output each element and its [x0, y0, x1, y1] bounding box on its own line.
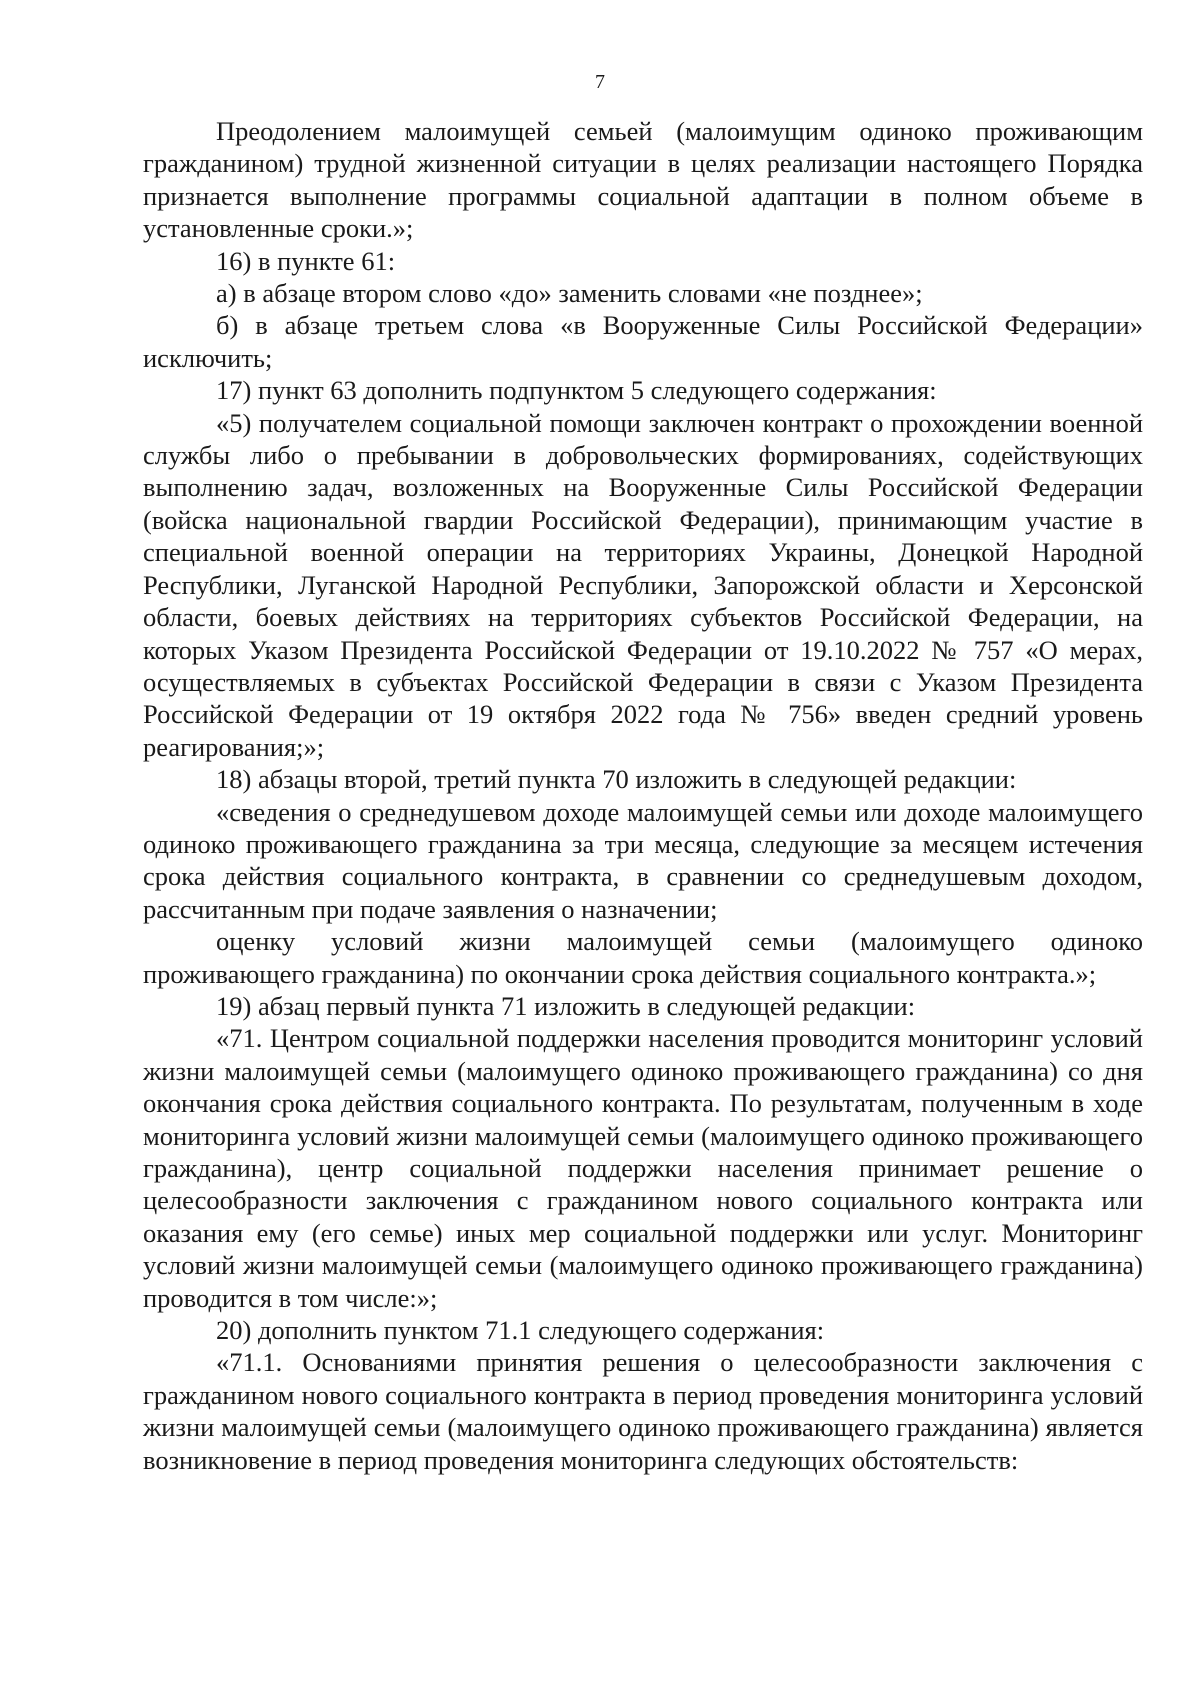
- paragraph-item-18: 18) абзацы второй, третий пункта 70 изложить в следующей редакции:: [216, 764, 1017, 795]
- page-number: 7: [595, 71, 605, 93]
- paragraph-item-16b: б) в абзаце третьем слова «в Вооруженные Силы Российской Федерации» исключить;: [143, 310, 1143, 373]
- paragraph-living-conditions: оценку условий жизни малоимущей семьи (малоимущего одиноко проживающего гражданина) по окончании срока действия социального контракта.»;: [143, 926, 1143, 989]
- paragraph-item-16a: а) в абзаце втором слово «до» заменить словами «не позднее»;: [216, 278, 923, 309]
- document-body: [143, 115, 1143, 1476]
- paragraph-item-17: 17) пункт 63 дополнить подпунктом 5 следующего содержания:: [216, 375, 937, 406]
- paragraph-overcoming-hardship: Преодолением малоимущей семьей (малоимущим одиноко проживающим гражданином) трудной жизненной ситуации в целях реализации настоящего Порядка признается выполнение программы социальной адаптации в полном объеме в установленные сроки.»;: [143, 116, 1143, 244]
- paragraph-point-71-1: «71.1. Основаниями принятия решения о целесообразности заключения с гражданином нового социального контракта в период проведения мониторинга условий жизни малоимущей семьи (малоимущего одиноко проживающего гражданина) является возникновение в период проведения мониторинга следующих обстоятельств:: [143, 1347, 1143, 1475]
- paragraph-item-19: 19) абзац первый пункта 71 изложить в следующей редакции:: [216, 990, 916, 1021]
- paragraph-item-16: 16) в пункте 61:: [216, 245, 396, 276]
- paragraph-subitem-5: «5) получателем социальной помощи заключен контракт о прохождении военной службы либо о пребывании в добровольческих формированиях, содействующих выполнению задач, возложенных на Вооруженные Силы Российской Федерации (войска национальной гвардии Российской Федерации), принимающим участие в специальной военной операции на территориях Украины, Донецкой Народной Республики, Луганской Народной Республики, Запорожской области и Херсонской области, боевых действиях на территориях субъектов Российской Федерации, на которых Указом Президента Российской Федерации от 19.10.2022 № 757 «О мерах, осуществляемых в субъектах Российской Федерации в связи с Указом Президента Российской Федерации от 19 октября 2022 года № 756» введен средний уровень реагирования;»;: [143, 407, 1143, 762]
- paragraph-income-info: «сведения о среднедушевом доходе малоимущей семьи или доходе малоимущего одиноко проживающего гражданина за три месяца, следующие за месяцем истечения срока действия социального контракта, в сравнении со среднедушевым доходом, рассчитанным при подаче заявления о назначении;: [143, 796, 1143, 924]
- paragraph-point-71: «71. Центром социальной поддержки населения проводится мониторинг условий жизни малоимущей семьи (малоимущего одиноко проживающего гражданина) со дня окончания срока действия социального контракта. По результатам, полученным в ходе мониторинга условий жизни малоимущей семьи (малоимущего одиноко проживающего гражданина), центр социальной поддержки населения принимает решение о целесообразности заключения с гражданином нового социального контракта или оказания ему (его семье) иных мер социальной поддержки или услуг. Мониторинг условий жизни малоимущей семьи (малоимущего одиноко проживающего гражданина) проводится в том числе:»;: [143, 1023, 1143, 1313]
- paragraph-item-20: 20) дополнить пунктом 71.1 следующего содержания:: [216, 1315, 825, 1346]
